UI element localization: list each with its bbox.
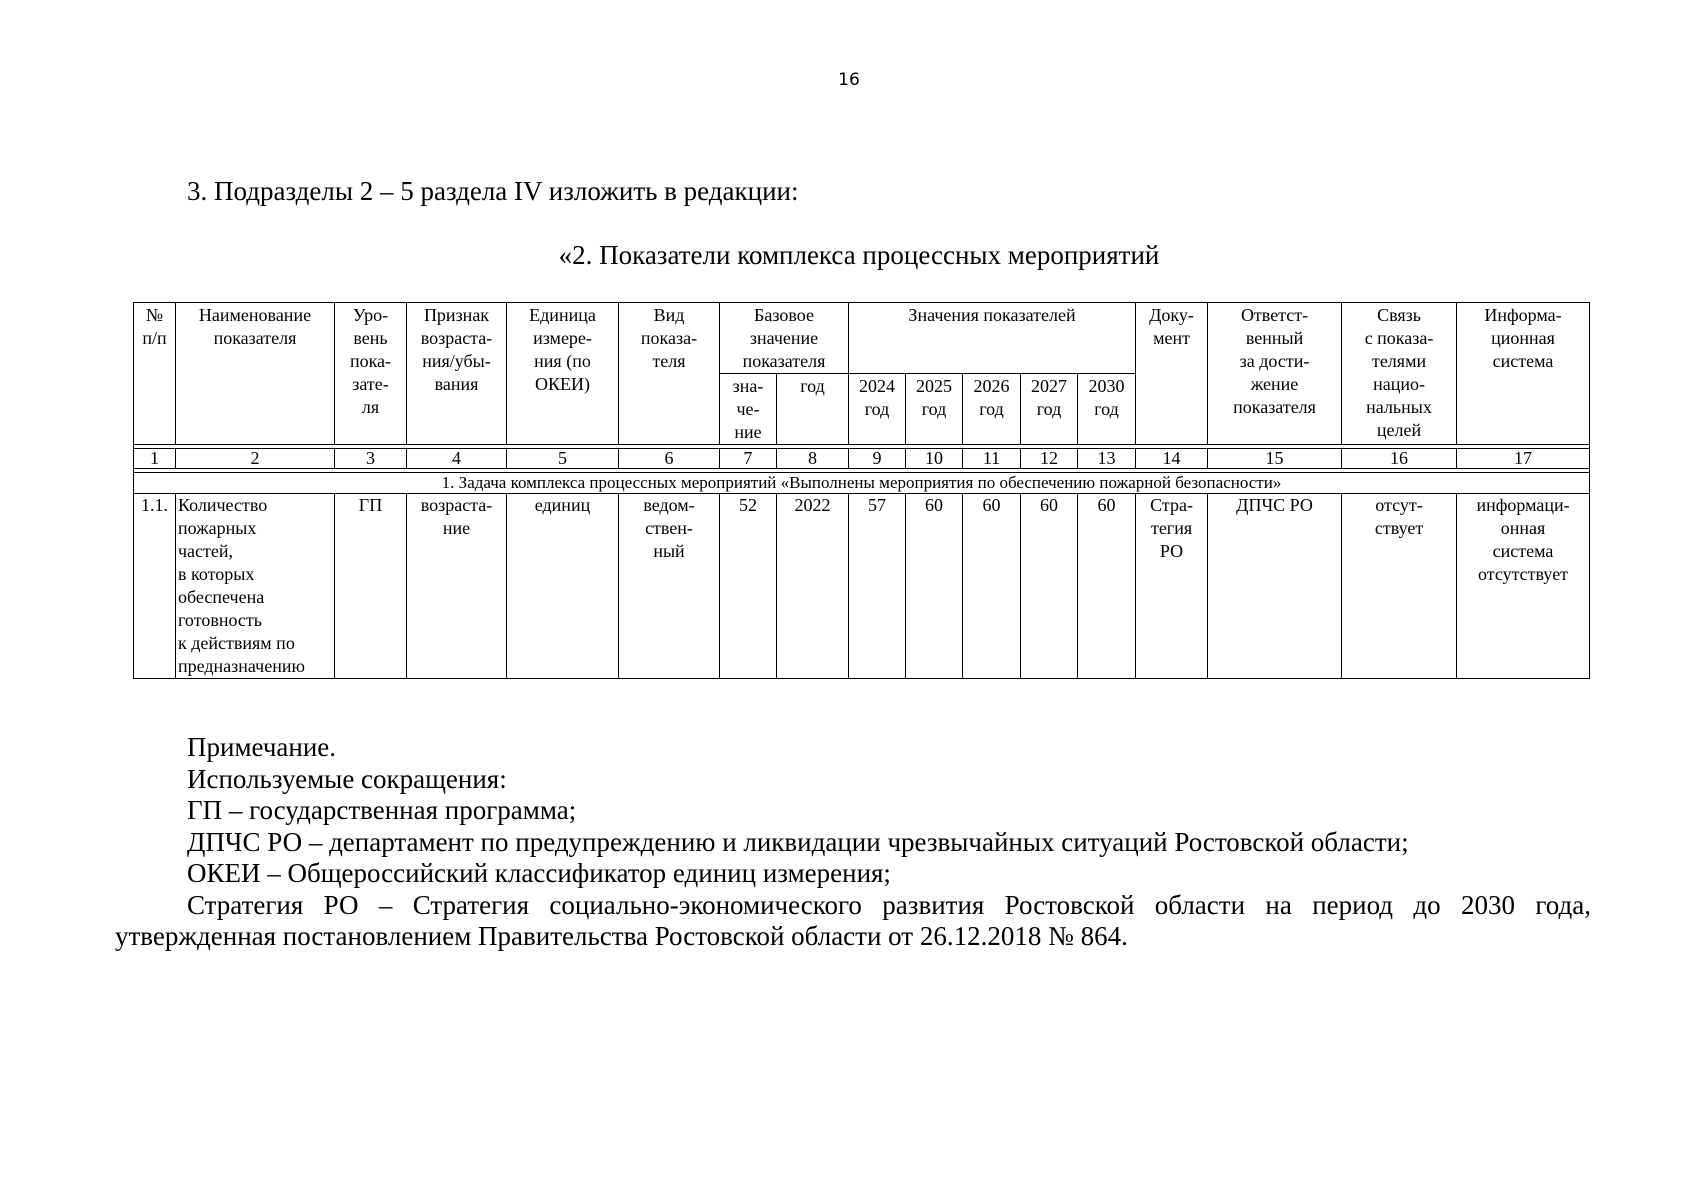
header-kind: Вид показа- теля <box>619 303 720 445</box>
header-link: Связь с показа- телями нацио- нальных целей <box>1342 303 1457 445</box>
cell-level: ГП <box>335 494 407 679</box>
cell-responsible: ДПЧС РО <box>1208 494 1342 679</box>
header-base: Базовое значение показателя <box>720 303 849 374</box>
cell-base-value: 52 <box>720 494 777 679</box>
column-number: 12 <box>1021 449 1078 469</box>
column-number: 4 <box>407 449 507 469</box>
cell-2024: 57 <box>849 494 906 679</box>
intro-paragraph: 3. Подразделы 2 – 5 раздела IV изложить в редакции: <box>187 176 799 206</box>
abbreviation-item-strategy: Стратегия РО – Стратегия социально-экономического развития Ростовской области на период до 2030 года, <box>187 889 1591 920</box>
column-number: 2 <box>176 449 335 469</box>
header-name: Наименование показателя <box>176 303 335 445</box>
task-title: 1. Задача комплекса процессных мероприятий «Выполнены мероприятия по обеспечению пожарной безопасности» <box>134 473 1590 494</box>
abbreviation-item-strategy-continued: утвержденная постановлением Правительства Ростовской области от 26.12.2018 № 864. <box>115 921 1128 951</box>
header-row-1 <box>134 303 1590 374</box>
column-number-row <box>134 449 1590 469</box>
cell-link: отсут- ствует <box>1342 494 1457 679</box>
header-level: Уро- вень пока- зате- ля <box>335 303 407 445</box>
column-number: 13 <box>1078 449 1136 469</box>
column-number: 17 <box>1457 449 1590 469</box>
task-row <box>134 473 1590 494</box>
abbreviation-item: ОКЕИ – Общероссийский классификатор единиц измерения; <box>187 858 891 888</box>
column-number: 6 <box>619 449 720 469</box>
abbreviation-item: ДПЧС РО – департамент по предупреждению и ликвидации чрезвычайных ситуаций Ростовской области; <box>187 826 1409 857</box>
header-2030: 2030 год <box>1078 374 1136 445</box>
table-row <box>134 494 1590 679</box>
column-number: 9 <box>849 449 906 469</box>
indicators-table <box>133 302 1590 679</box>
column-number: 7 <box>720 449 777 469</box>
abbreviation-item: ГП – государственная программа; <box>187 795 577 825</box>
cell-2025: 60 <box>906 494 963 679</box>
header-trend: Признак возраста- ния/убы- вания <box>407 303 507 445</box>
column-number: 15 <box>1208 449 1342 469</box>
cell-name: Количество пожарных частей, в которых обеспечена готовность к действиям по предназначению <box>176 494 335 679</box>
header-responsible: Ответст- венный за дости- жение показателя <box>1208 303 1342 445</box>
header-2025: 2025 год <box>906 374 963 445</box>
cell-base-year: 2022 <box>777 494 849 679</box>
header-2024: 2024 год <box>849 374 906 445</box>
cell-2027: 60 <box>1021 494 1078 679</box>
header-unit: Единица измере- ния (по ОКЕИ) <box>507 303 619 445</box>
notes-subtitle: Используемые сокращения: <box>187 763 507 794</box>
section-title: «2. Показатели комплекса процессных мероприятий <box>558 240 1160 270</box>
notes-block <box>115 732 1591 953</box>
header-document: Доку- мент <box>1136 303 1208 445</box>
column-number: 3 <box>335 449 407 469</box>
header-base-year: год <box>777 374 849 445</box>
column-number: 14 <box>1136 449 1208 469</box>
cell-unit: единиц <box>507 494 619 679</box>
column-number: 1 <box>134 449 176 469</box>
notes-title: Примечание. <box>187 732 337 762</box>
header-2026: 2026 год <box>963 374 1021 445</box>
page-number: 16 <box>838 70 860 90</box>
header-values: Значения показателей <box>849 303 1136 374</box>
header-system: Информа- ционная система <box>1457 303 1590 445</box>
cell-2026: 60 <box>963 494 1021 679</box>
header-num: № п/п <box>134 303 176 445</box>
column-number: 10 <box>906 449 963 469</box>
header-2027: 2027 год <box>1021 374 1078 445</box>
cell-document: Стра- тегия РО <box>1136 494 1208 679</box>
column-number: 5 <box>507 449 619 469</box>
header-base-value: зна- че- ние <box>720 374 777 445</box>
cell-kind: ведом- ствен- ный <box>619 494 720 679</box>
cell-trend: возраста- ние <box>407 494 507 679</box>
column-number: 8 <box>777 449 849 469</box>
column-number: 11 <box>963 449 1021 469</box>
cell-system: информаци- онная система отсутствует <box>1457 494 1590 679</box>
cell-2030: 60 <box>1078 494 1136 679</box>
cell-num: 1.1. <box>134 494 176 679</box>
column-number: 16 <box>1342 449 1457 469</box>
